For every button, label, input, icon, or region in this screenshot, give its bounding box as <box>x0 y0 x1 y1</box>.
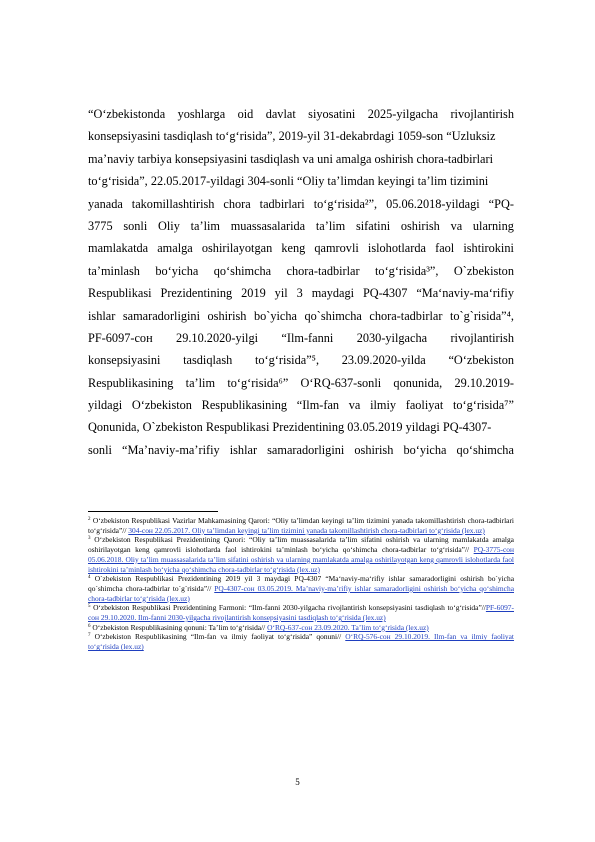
word: samaradorligini <box>267 442 345 457</box>
word: keng <box>281 241 306 256</box>
word: to‘g‘risida⁷” <box>452 398 514 413</box>
text-line <box>88 372 514 394</box>
footnote-separator <box>88 511 218 512</box>
word: 23.09.2020-yilda <box>341 353 426 368</box>
footnote-7 <box>88 632 514 651</box>
word: ta’minlash <box>88 263 140 278</box>
word: qo‘shimcha <box>456 442 514 457</box>
word: yildagi <box>88 398 123 413</box>
word: to‘g‘risida”, 22.05.2017-yildagi 304-sonli “Oliy ta’limdan keyingi ta’lim tizimini <box>88 174 489 189</box>
word: 29.10.2020-yilgi <box>176 330 259 345</box>
word: qo‘shimcha <box>213 263 272 278</box>
word: Oliy <box>157 218 180 233</box>
word: ularning <box>472 218 514 233</box>
word: 3 <box>296 286 303 301</box>
word: Qonunida, O`zbekiston Respublikasi Prezidentining 03.05.2019 yildagi PQ-4307- <box>88 420 492 435</box>
footnote-text: O‘zbekiston Respublikasi Prezidentining Qarori: “Oliy ta’lim muassasalarida ta’lim sifatini oshirish va ularning mamlakatda amalga oshirilayotgan keng qamrovli islohotlarda faol ishtirokini ta’minlash bo‘yicha qo‘shimcha chora-tadbirlar to‘g‘risida”// <box>88 535 514 555</box>
word: 2025-yilgacha <box>367 107 439 121</box>
word: ta’lim <box>315 218 346 233</box>
word: ta’lim <box>190 218 220 233</box>
footnote-text: O‘zbekiston Respublikasining “Ilm-fan va ilmiy faoliyat to‘g‘risida” qonuni// <box>90 632 346 642</box>
word: va <box>450 218 463 233</box>
word: samaradorligini <box>122 308 201 323</box>
word: Prezidentining <box>160 286 233 301</box>
text-line <box>88 148 514 170</box>
footnote-marker: 3 <box>88 536 91 542</box>
footnote-5 <box>88 603 514 622</box>
word: davlat <box>265 107 296 121</box>
word: bo`yicha <box>253 308 297 323</box>
text-line <box>88 103 514 125</box>
word: faol <box>435 241 455 256</box>
word: sonli <box>123 218 148 233</box>
word: bo‘yicha <box>403 442 447 457</box>
footnote-text: O`zbekiston Respublikasi Prezidentining 2019 yil 3 maydagi PQ-4307 “Ma‘naviy-ma‘rifiy ishlar samaradorligini oshirish bo`yicha qo`shimcha chora-tadbirlar to`g`risida”// <box>88 574 514 593</box>
word: to‘g‘risida²”, <box>313 196 378 211</box>
word: ishlar <box>229 442 258 457</box>
word: O‘RQ-637-sonli <box>300 375 382 390</box>
text-line <box>88 349 514 371</box>
footnote-link[interactable]: PQ-3775-сон 05.06.2018. Oliy ta’lim muassasalarida ta’lim sifatini oshirish va ularning mamlakatda amalga oshirilayotgan keng qamrovli islohotlarda faol ishtirokini ta’minlash bo‘yicha qo‘shimcha chora-tadbirlar to‘g‘risida (lex.uz) <box>88 545 514 574</box>
word: 2019 <box>241 286 266 301</box>
word: “Ma’naviy-ma’rifiy <box>122 442 220 457</box>
word: faoliyat <box>405 398 444 413</box>
footnote-text: O‘zbekiston Respublikasining qonuni: Ta’lim to‘g‘risida// <box>90 622 268 632</box>
footnote-text: O‘zbekiston Respublikasi Prezidentining Farmoni: “Ilm-fanni 2030-yilgacha rivojlantirish konsepsiyasini tasdiqlash to‘g‘risida”// <box>90 603 486 613</box>
page-number: 5 <box>295 777 300 787</box>
word: oshirish <box>207 308 247 323</box>
word: tadbirlari <box>259 196 305 211</box>
word: Respublikasi <box>88 286 152 301</box>
footnotes <box>88 516 514 652</box>
footnote-link[interactable]: PQ-4307-сон 03.05.2019. Ma’naviy-ma’rifiy ishlar samaradorligini oshirish bo‘yicha qo‘shimcha chora-tadbirlar to‘g‘risida (lex.uz) <box>88 583 514 603</box>
word: muassasalarida <box>230 218 306 233</box>
footnote-6 <box>88 623 514 633</box>
word: “O‘zbekiston <box>448 353 514 368</box>
word: 3775 <box>88 218 113 233</box>
word: oshirilayotgan <box>201 241 273 256</box>
word: rivojlantirish <box>450 330 514 345</box>
footnote-text: O‘zbekiston Respublikasi Vazirlar Mahkamasining Qarori: “Oliy ta’limdan keyingi ta’lim tizimini yanada takomillashtirish chora-tadbirlari to‘g‘risida”// <box>88 516 514 535</box>
word: PF-6097-сон <box>88 330 153 345</box>
word: to‘g‘risida”⁵, <box>254 353 320 368</box>
text-line <box>88 305 514 327</box>
word: tasdiqlash <box>183 353 233 368</box>
footnote-marker: 5 <box>88 604 91 610</box>
word: O‘zbekiston <box>131 398 192 413</box>
word: 2030-yilgacha <box>356 330 428 345</box>
text-line <box>88 327 514 349</box>
text-line <box>88 394 514 416</box>
word: Respublikasining <box>201 398 288 413</box>
text-line <box>88 125 514 147</box>
word: yil <box>274 286 288 301</box>
word: oshirish <box>354 442 394 457</box>
word: 29.10.2019- <box>454 375 514 390</box>
word: to‘g‘risida⁶” <box>227 375 289 390</box>
footnote-link[interactable]: O‘RQ-637-сон 23.09.2020. Ta’lim to‘g‘risida (lex.uz) <box>267 622 429 632</box>
footnote-marker: 2 <box>88 517 91 522</box>
text-line <box>88 416 514 438</box>
word: Respublikasining <box>88 375 174 390</box>
word: to‘g‘risida³”, <box>375 263 439 278</box>
footnote-marker: 6 <box>88 623 91 629</box>
word: qo`shimcha <box>304 308 362 323</box>
word: amalga <box>157 241 193 256</box>
word: ma’naviy tarbiya konsepsiyasini tasdiqlash va uni amalga oshirish chora-tadbirlari <box>88 151 494 166</box>
word: bo‘yicha <box>155 263 199 278</box>
text-line <box>88 170 514 192</box>
word: “Ilm-fan <box>296 398 340 413</box>
word: yanada <box>88 196 123 211</box>
word: takomillashtirish <box>131 196 215 211</box>
word: oshirish <box>400 218 440 233</box>
word: chora-tadbirlar <box>369 308 443 323</box>
word: konsepsiyasini tasdiqlash to‘g‘risida”, 2019-yil 31-dekabrdagi 1059-son “Uzluksiz <box>88 129 496 144</box>
word: ilmiy <box>370 398 397 413</box>
word: 05.06.2018-yildagi <box>386 196 480 211</box>
word: rivojlantirish <box>450 107 514 121</box>
text-line <box>88 215 514 237</box>
footnote-3 <box>88 535 514 574</box>
footnote-link[interactable]: PF-6097-сон 29.10.2020. Ilm-fanni 2030-yilgacha rivojlantirish konsepsiyasini tasdiqlash to‘g‘risida (lex.uz) <box>88 603 514 623</box>
word: sonli <box>88 442 112 457</box>
word: “Ma‘naviy-ma‘rifiy <box>416 286 514 301</box>
word: chora-tadbirlar <box>286 263 360 278</box>
footnote-link[interactable]: 304-сон 22.05.2017. Oliy ta’limdan keyingi ta’lim tizimini yanada takomillashtirish chora-tadbirlari to‘g‘risida (lex.uz) <box>128 525 485 535</box>
footnote-2 <box>88 516 514 535</box>
word: “O‘zbekistonda <box>88 107 166 121</box>
text-line <box>88 237 514 259</box>
word: ta’lim <box>185 375 216 390</box>
word: siyosatini <box>308 107 356 121</box>
text-line <box>88 193 514 215</box>
footnote-marker: 4 <box>88 575 91 581</box>
word: oid <box>237 107 254 121</box>
word: “Ilm-fanni <box>281 330 334 345</box>
word: O`zbekiston <box>453 263 514 278</box>
word: chora <box>223 196 251 211</box>
word: PQ-4307 <box>362 286 408 301</box>
word: to`g`risida”⁴, <box>449 308 514 323</box>
footnote-4 <box>88 574 514 603</box>
word: islohotlarda <box>367 241 426 256</box>
word: va <box>348 398 361 413</box>
footnote-link[interactable]: O‘RQ-576-сон 29.10.2019. Ilm-fan va ilmiy faoliyat to‘g‘risida (lex.uz) <box>88 632 515 652</box>
word: qamrovli <box>314 241 359 256</box>
word: sifatini <box>355 218 391 233</box>
word: yoshlarga <box>177 107 226 121</box>
text-line <box>88 439 514 461</box>
word: ishtirokini <box>463 241 514 256</box>
text-line <box>88 282 514 304</box>
footnote-marker: 7 <box>88 633 91 639</box>
word: “PQ- <box>488 196 514 211</box>
word: konsepsiyasini <box>88 353 161 368</box>
text-line <box>88 260 514 282</box>
main-paragraph <box>88 103 514 461</box>
word: ishlar <box>88 308 116 323</box>
word: mamlakatda <box>88 241 149 256</box>
word: maydagi <box>311 286 355 301</box>
word: qonunida, <box>393 375 443 390</box>
